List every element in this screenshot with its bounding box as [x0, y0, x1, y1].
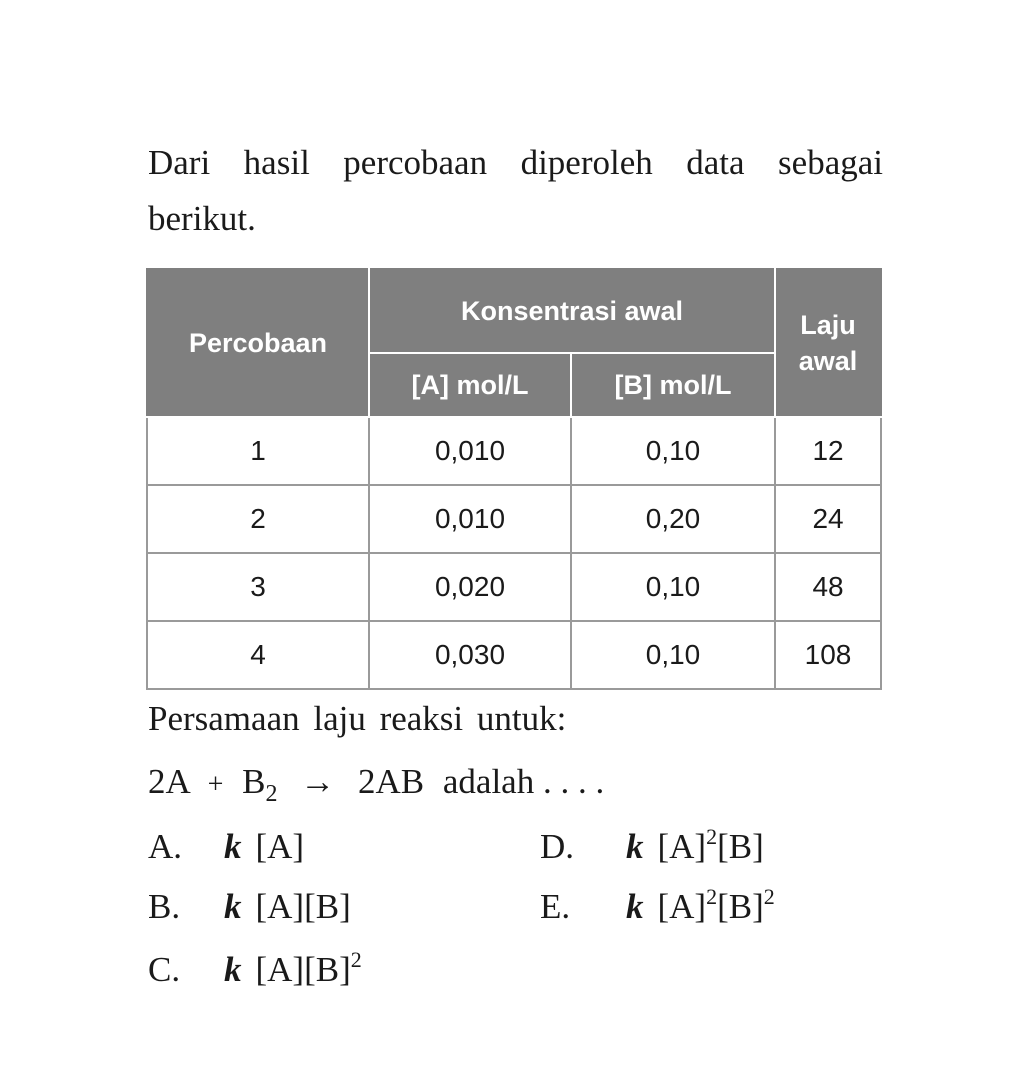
option-c-k: k [224, 950, 242, 989]
table-row [147, 485, 881, 553]
option-b-letter: B. [148, 887, 181, 926]
option-e-sup2: 2 [763, 884, 775, 909]
option-c-sup: 2 [350, 947, 362, 972]
header-konsentrasi-awal: Konsentrasi awal [369, 269, 775, 353]
cell-b-conc: 0,10 [571, 553, 775, 621]
option-b-expr: [A][B] [255, 887, 351, 926]
cell-b-conc: 0,20 [571, 485, 775, 553]
header-laju-line2: awal [798, 346, 858, 376]
intro-text: Dari hasil percobaan diperoleh data sebagai berikut. [148, 143, 883, 238]
option-a-k: k [224, 827, 242, 866]
cell-percobaan: 1 [147, 417, 369, 485]
option-b[interactable] [148, 882, 351, 932]
option-b-k: k [224, 887, 242, 926]
option-e-expr2: [B] [717, 887, 764, 926]
cell-rate: 108 [775, 621, 881, 689]
cell-b-conc: 0,10 [571, 417, 775, 485]
cell-b-conc: 0,10 [571, 621, 775, 689]
cell-a-conc: 0,010 [369, 417, 571, 485]
option-a-expr: [A] [255, 827, 305, 866]
cell-rate: 48 [775, 553, 881, 621]
option-c-letter: C. [148, 950, 181, 989]
experiment-table [146, 268, 882, 690]
option-e-sup1: 2 [706, 884, 718, 909]
option-e-letter: E. [540, 887, 571, 926]
equation-b-subscript: 2 [265, 781, 278, 807]
cell-rate: 24 [775, 485, 881, 553]
option-d-expr2: [B] [717, 827, 764, 866]
header-percobaan: Percobaan [147, 269, 369, 417]
option-a[interactable] [148, 822, 304, 872]
option-d-sup: 2 [706, 824, 718, 849]
cell-a-conc: 0,020 [369, 553, 571, 621]
option-d-expr1: [A] [657, 827, 707, 866]
option-c[interactable] [148, 945, 362, 995]
option-d[interactable] [540, 822, 764, 872]
cell-percobaan: 2 [147, 485, 369, 553]
cell-rate: 12 [775, 417, 881, 485]
equation-tail: adalah . . . . [442, 762, 605, 801]
option-c-expr: [A][B] [255, 950, 351, 989]
cell-percobaan: 3 [147, 553, 369, 621]
cell-a-conc: 0,030 [369, 621, 571, 689]
option-e-expr1: [A] [657, 887, 707, 926]
option-e[interactable] [540, 882, 775, 932]
header-laju-line1: Laju [800, 310, 856, 340]
header-a-mol: [A] mol/L [369, 353, 571, 417]
cell-a-conc: 0,010 [369, 485, 571, 553]
reaction-equation [148, 757, 604, 819]
option-a-letter: A. [148, 827, 183, 866]
option-e-k: k [626, 887, 644, 926]
equation-plus: + [207, 769, 224, 800]
option-d-k: k [626, 827, 644, 866]
table-row [147, 621, 881, 689]
equation-reactant-a: 2A [148, 762, 189, 801]
table-row [147, 553, 881, 621]
option-d-letter: D. [540, 827, 575, 866]
cell-percobaan: 4 [147, 621, 369, 689]
header-laju-awal [775, 269, 881, 417]
equation-product: 2AB [358, 762, 425, 801]
equation-reactant-b: B [242, 762, 266, 801]
data-table [146, 268, 880, 690]
header-b-mol: [B] mol/L [571, 353, 775, 417]
equation-arrow: → [300, 762, 336, 801]
table-row [147, 417, 881, 485]
question-text: Persamaan laju reaksi untuk: [148, 699, 567, 738]
